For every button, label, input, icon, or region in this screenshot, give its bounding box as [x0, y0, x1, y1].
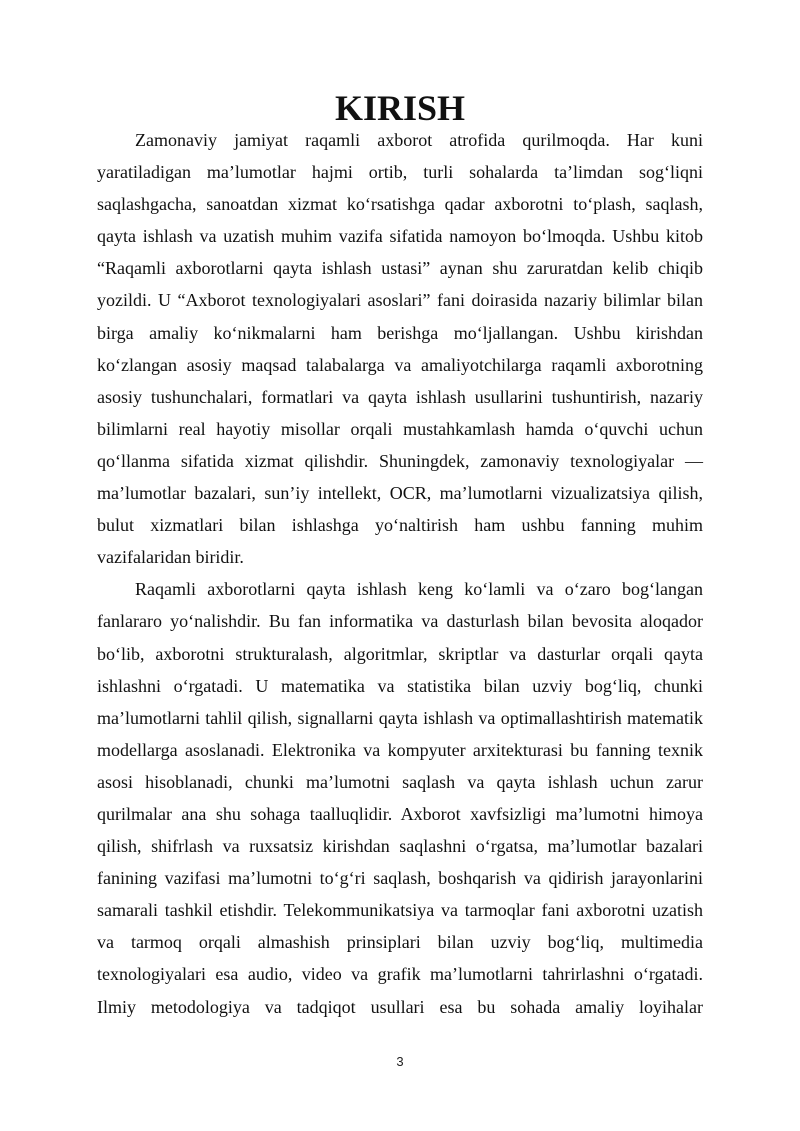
- page-content: [97, 88, 703, 1023]
- paragraph-intro: Zamonaviy jamiyat raqamli axborot atrofida qurilmoqda. Har kuni yaratiladigan ma’lumotlar hajmi ortib, turli sohalarda ta’limdan sog‘liqni saqlashgacha, sanoatdan xizmat ko‘rsatishga qadar axborotni to‘plash, saqlash, qayta ishlash va uzatish muhim vazifa sifatida namoyon bo‘lmoqda. Ushbu kitob “Raqamli axborotlarni qayta ishlash ustasi” aynan shu zaruratdan kelib chiqib yozildi. U “Axborot texnologiyalari asoslari” fani doirasida nazariy bilimlar bilan birga amaliy ko‘nikmalarni ham berishga mo‘ljallangan. Ushbu kirishdan ko‘zlangan asosiy maqsad talabalarga va amaliyotchilarga raqamli axborotning asosiy tushunchalari, formatlari va qayta ishlash usullarini tushuntirish, nazariy bilimlarni real hayotiy misollar orqali mustahkamlash hamda o‘quvchi uchun qo‘llanma sifatida xizmat qilishdir. Shuningdek, zamonaviy texnologiyalar — ma’lumotlar bazalari, sun’iy intellekt, OCR, ma’lumotlarni vizualizatsiya qilish, bulut xizmatlari bilan ishlashga yo‘naltirish ham ushbu fanning muhim vazifalaridan biridir.: [97, 130, 703, 568]
- paragraph-interdisciplinary: Raqamli axborotlarni qayta ishlash keng ko‘lamli va o‘zaro bog‘langan fanlararo yo‘nalishdir. Bu fan informatika va dasturlash bilan bevosita aloqador bo‘lib, axborotni strukturalash, algoritmlar, skriptlar va dasturlar orqali qayta ishlashni o‘rgatadi. U matematika va statistika bilan uzviy bog‘liq, chunki ma’lumotlarni tahlil qilish, signallarni qayta ishlash va optimallashtirish matematik modellarga asoslanadi. Elektronika va kompyuter arxitekturasi bu fanning texnik asosi hisoblanadi, chunki ma’lumotni saqlash va qayta ishlash uchun zarur qurilmalar ana shu sohaga taalluqlidir. Axborot xavfsizligi ma’lumotni himoya qilish, shifrlash va ruxsatsiz kirishdan saqlashni o‘rgatsa, ma’lumotlar bazalari fanining vazifasi ma’lumotni to‘g‘ri saqlash, boshqarish va qidirish jarayonlarini samarali tashkil etishdir. Telekommunikatsiya va tarmoqlar fani axborotni uzatish va tarmoq orqali almashish prinsiplari bilan uzviy bog‘liq, multimedia texnologiyalari esa audio, video va grafik ma’lumotlarni tahrirlashni o‘rgatadi. Ilmiy metodologiya va tadqiqot usullari esa bu sohada amaliy loyihalar: [97, 579, 703, 1017]
- page-title: KIRISH: [334, 88, 466, 128]
- page-number: 3: [396, 1054, 404, 1069]
